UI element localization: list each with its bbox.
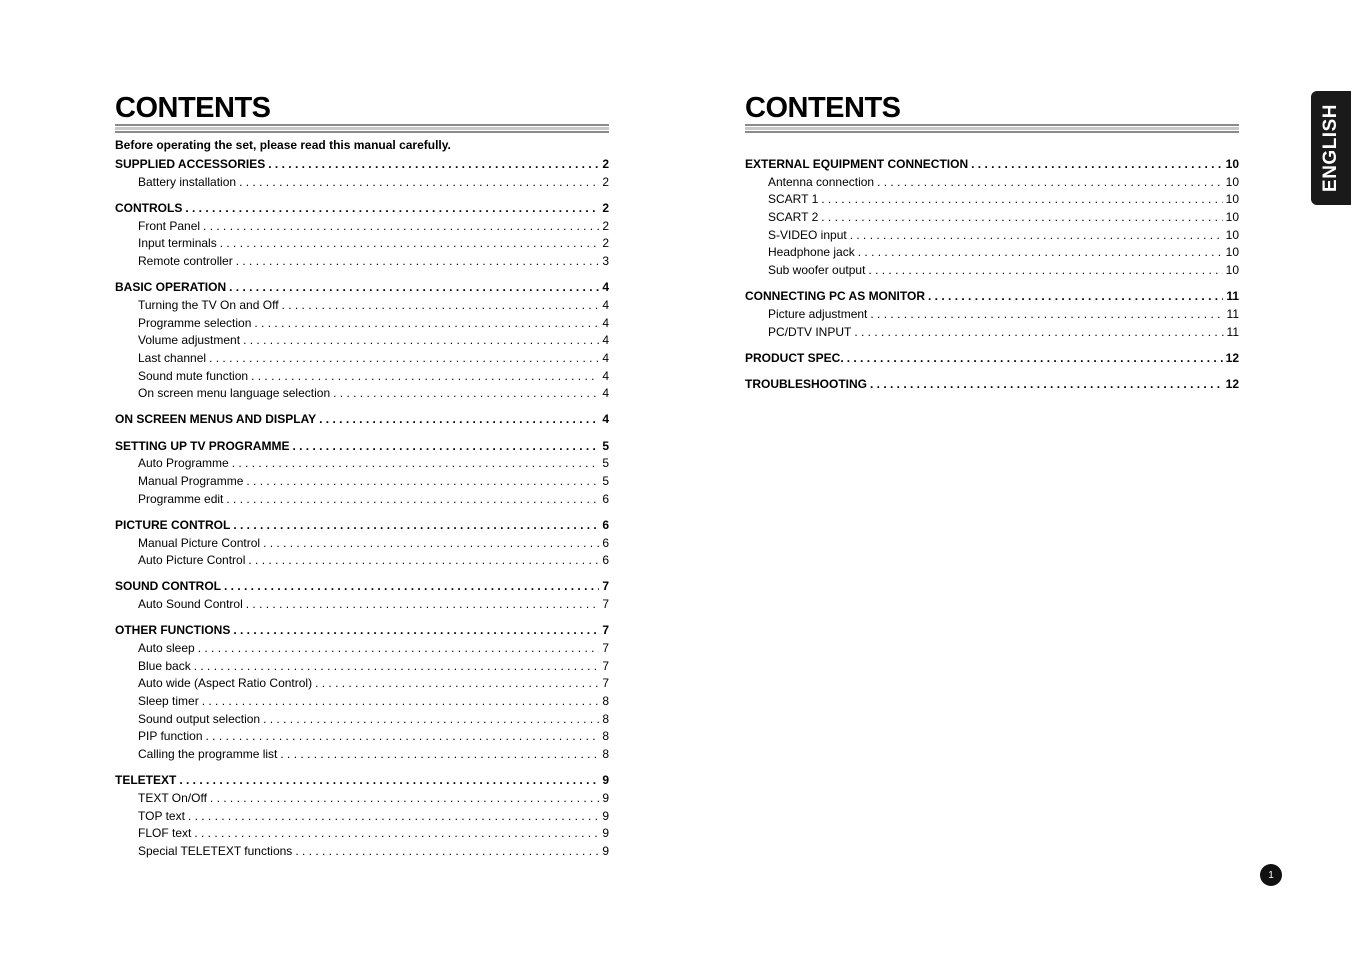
dot-leader <box>224 578 599 596</box>
dot-leader <box>850 227 1223 245</box>
toc-page-number: 4 <box>602 297 609 312</box>
toc-section <box>115 411 609 429</box>
toc-label: Input terminals <box>138 236 217 251</box>
dot-leader <box>248 552 599 570</box>
toc-page-number: 9 <box>602 773 609 788</box>
toc-entry <box>115 728 609 746</box>
dot-leader <box>263 535 599 553</box>
toc-entry <box>745 244 1239 262</box>
toc-page-number: 9 <box>602 826 609 841</box>
toc-section-heading <box>745 376 1239 394</box>
toc-label: Front Panel <box>138 218 201 233</box>
toc-page-number: 11 <box>1226 324 1239 339</box>
toc-page-number: 7 <box>602 597 609 612</box>
toc-entry <box>115 174 609 192</box>
toc-page-number: 8 <box>602 729 609 744</box>
toc-section-heading <box>115 411 609 429</box>
toc-section-heading <box>115 578 609 596</box>
toc-label: OTHER FUNCTIONS <box>115 623 231 638</box>
toc-page-number: 2 <box>602 218 609 233</box>
toc-entry <box>115 711 609 729</box>
dot-leader <box>268 156 599 174</box>
toc-label: PICTURE CONTROL <box>115 517 231 532</box>
right-page <box>745 92 1239 394</box>
toc-label: Auto Sound Control <box>138 597 243 612</box>
toc-page-number: 12 <box>1225 350 1239 365</box>
toc-section <box>115 438 609 509</box>
toc-entry <box>115 235 609 253</box>
toc-page-number: 7 <box>602 658 609 673</box>
toc-page-number: 6 <box>602 517 609 532</box>
toc-label: PIP function <box>138 729 203 744</box>
toc-page-number: 7 <box>602 579 609 594</box>
toc-page-number: 10 <box>1225 245 1239 260</box>
toc-label: ON SCREEN MENUS AND DISPLAY <box>115 412 317 427</box>
table-of-contents <box>745 156 1239 394</box>
toc-label: Antenna connection <box>768 174 875 189</box>
toc-label: FLOF text <box>138 826 192 841</box>
toc-label: TROUBLESHOOTING <box>745 377 867 392</box>
toc-page-number: 2 <box>602 174 609 189</box>
toc-label: TELETEXT <box>115 773 177 788</box>
toc-section <box>745 350 1239 368</box>
dot-leader <box>243 332 599 350</box>
toc-label: Manual Programme <box>138 474 244 488</box>
dot-leader <box>280 746 599 764</box>
dot-leader <box>194 825 599 843</box>
toc-entry <box>115 368 609 386</box>
toc-label: On screen menu language selection <box>138 386 331 401</box>
toc-label: CONTROLS <box>115 200 183 215</box>
toc-label: Auto Programme <box>138 456 229 471</box>
dot-leader <box>319 411 599 429</box>
dot-leader <box>254 315 599 333</box>
dot-leader <box>870 306 1223 324</box>
dot-leader <box>220 235 600 253</box>
toc-section <box>115 622 609 764</box>
toc-page-number: 9 <box>602 791 609 805</box>
toc-label: EXTERNAL EQUIPMENT CONNECTION <box>745 157 969 171</box>
toc-label: Calling the programme list <box>138 747 278 762</box>
page-number: 1 <box>1260 864 1282 886</box>
toc-label: TOP text <box>138 808 185 823</box>
toc-page-number: 6 <box>602 491 609 506</box>
dot-leader <box>233 517 599 535</box>
toc-page-number: 10 <box>1225 174 1239 189</box>
dot-leader <box>858 244 1223 262</box>
toc-page-number: 4 <box>602 386 609 401</box>
toc-entry <box>115 535 609 553</box>
toc-page-number: 5 <box>602 438 609 453</box>
toc-label: CONNECTING PC AS MONITOR <box>745 289 926 304</box>
toc-section <box>115 578 609 613</box>
dot-leader <box>868 262 1222 280</box>
toc-label: SUPPLIED ACCESSORIES <box>115 157 266 171</box>
toc-label: Picture adjustment <box>768 307 868 321</box>
dot-leader <box>870 376 1223 394</box>
toc-section-heading <box>745 350 1239 368</box>
toc-page-number: 5 <box>602 474 609 488</box>
toc-label: Headphone jack <box>768 245 855 260</box>
toc-label: Sound output selection <box>138 711 261 726</box>
toc-section-heading <box>745 288 1239 306</box>
dot-leader <box>239 174 599 192</box>
toc-section-heading <box>115 622 609 640</box>
toc-page-number: 8 <box>602 711 609 726</box>
toc-section-heading <box>115 517 609 535</box>
toc-label: Sleep timer <box>138 694 199 709</box>
toc-label: Sub woofer output <box>768 263 866 278</box>
page-title: CONTENTS <box>745 92 901 124</box>
dot-leader <box>232 455 600 473</box>
toc-page-number: 3 <box>602 253 609 268</box>
dot-leader <box>246 473 599 491</box>
toc-label: Auto wide (Aspect Ratio Control) <box>138 676 313 691</box>
toc-page-number: 11 <box>1226 307 1239 321</box>
toc-entry <box>115 552 609 570</box>
dot-leader <box>203 218 599 236</box>
left-page <box>115 92 609 861</box>
toc-entry <box>115 658 609 676</box>
toc-entry <box>745 174 1239 192</box>
table-of-contents <box>115 156 609 861</box>
toc-entry <box>115 746 609 764</box>
dot-leader <box>185 200 599 218</box>
toc-label: Battery installation <box>138 174 237 189</box>
dot-leader <box>821 209 1222 227</box>
title-rule <box>745 124 1239 134</box>
dot-leader <box>206 728 600 746</box>
language-label: ENGLISH <box>1320 104 1342 192</box>
toc-entry <box>115 693 609 711</box>
toc-entry <box>745 209 1239 227</box>
toc-page-number: 4 <box>602 350 609 365</box>
toc-section <box>745 156 1239 280</box>
toc-entry <box>115 808 609 826</box>
toc-entry <box>115 253 609 271</box>
toc-section-heading <box>115 438 609 456</box>
toc-entry <box>115 385 609 403</box>
toc-section-heading <box>115 772 609 790</box>
toc-section <box>745 376 1239 394</box>
dot-leader <box>928 288 1223 306</box>
toc-label: Auto Picture Control <box>138 553 246 568</box>
toc-section <box>115 279 609 403</box>
title-rule <box>115 124 609 134</box>
toc-entry <box>115 491 609 509</box>
toc-section-heading <box>745 156 1239 174</box>
toc-label: PRODUCT SPEC. <box>745 350 844 365</box>
language-tab <box>1311 91 1351 205</box>
toc-page-number: 9 <box>602 844 609 859</box>
dot-leader <box>226 491 599 509</box>
toc-entry <box>115 825 609 843</box>
toc-label: Programme edit <box>138 491 224 506</box>
toc-page-number: 11 <box>1226 289 1239 304</box>
toc-label: PC/DTV INPUT <box>768 324 852 339</box>
toc-page-number: 10 <box>1225 210 1239 225</box>
dot-leader <box>194 658 600 676</box>
toc-page-number: 8 <box>602 747 609 762</box>
toc-page-number: 12 <box>1225 377 1239 392</box>
toc-page-number: 2 <box>602 157 609 171</box>
dot-leader <box>292 438 599 456</box>
toc-entry <box>115 675 609 693</box>
toc-page-number: 7 <box>602 641 609 655</box>
dot-leader <box>236 253 600 271</box>
toc-entry <box>745 306 1239 324</box>
toc-entry <box>745 227 1239 245</box>
toc-page-number: 4 <box>602 412 609 427</box>
toc-label: TEXT On/Off <box>138 791 207 805</box>
toc-section-heading <box>115 279 609 297</box>
toc-label: Special TELETEXT functions <box>138 844 293 859</box>
toc-page-number: 7 <box>602 623 609 638</box>
toc-section <box>115 772 609 860</box>
toc-entry <box>115 596 609 614</box>
toc-entry <box>115 218 609 236</box>
toc-label: Volume adjustment <box>138 333 241 348</box>
toc-page-number: 10 <box>1225 157 1239 171</box>
toc-page-number: 10 <box>1225 263 1239 278</box>
dot-leader <box>233 622 599 640</box>
toc-section <box>115 517 609 570</box>
dot-leader <box>877 174 1223 192</box>
toc-page-number: 9 <box>602 808 609 823</box>
toc-label: SOUND CONTROL <box>115 579 221 594</box>
toc-entry <box>115 332 609 350</box>
toc-label: Last channel <box>138 350 207 365</box>
toc-page-number: 10 <box>1225 227 1239 242</box>
toc-page-number: 5 <box>602 456 609 471</box>
toc-label: S-VIDEO input <box>768 227 847 242</box>
toc-entry <box>745 191 1239 209</box>
toc-page-number: 6 <box>602 535 609 550</box>
toc-section <box>115 156 609 191</box>
page-title: CONTENTS <box>115 92 271 124</box>
toc-label: Blue back <box>138 658 191 673</box>
dot-leader <box>188 808 599 826</box>
toc-entry <box>115 843 609 861</box>
dot-leader <box>847 350 1223 368</box>
dot-leader <box>209 350 599 368</box>
toc-entry <box>115 350 609 368</box>
dot-leader <box>854 324 1223 342</box>
dot-leader <box>295 843 599 861</box>
toc-section-heading <box>115 156 609 174</box>
intro-text: Before operating the set, please read this manual carefully. <box>115 138 451 152</box>
toc-label: Sound mute function <box>138 368 249 383</box>
toc-entry <box>745 324 1239 342</box>
toc-label: SETTING UP TV PROGRAMME <box>115 438 290 453</box>
toc-label: Turning the TV On and Off <box>138 297 279 312</box>
dot-leader <box>246 596 600 614</box>
toc-page-number: 2 <box>602 200 609 215</box>
toc-label: Manual Picture Control <box>138 535 261 550</box>
toc-label: Programme selection <box>138 315 252 330</box>
toc-entry <box>115 297 609 315</box>
toc-page-number: 6 <box>602 553 609 568</box>
dot-leader <box>282 297 600 315</box>
dot-leader <box>179 772 599 790</box>
toc-page-number: 4 <box>602 333 609 348</box>
toc-page-number: 8 <box>602 694 609 709</box>
toc-section <box>115 200 609 271</box>
dot-leader <box>198 640 600 658</box>
toc-page-number: 10 <box>1225 192 1239 207</box>
toc-entry <box>115 455 609 473</box>
toc-entry <box>745 262 1239 280</box>
toc-page-number: 4 <box>602 280 609 295</box>
toc-section <box>745 288 1239 341</box>
toc-label: SCART 1 <box>768 192 819 207</box>
toc-page-number: 4 <box>602 368 609 383</box>
toc-label: BASIC OPERATION <box>115 280 227 295</box>
dot-leader <box>971 156 1223 174</box>
toc-entry <box>115 640 609 658</box>
dot-leader <box>210 790 599 808</box>
toc-label: Auto sleep <box>138 641 195 655</box>
dot-leader <box>315 675 599 693</box>
dot-leader <box>821 191 1222 209</box>
dot-leader <box>263 711 599 729</box>
dot-leader <box>251 368 599 386</box>
toc-entry <box>115 790 609 808</box>
dot-leader <box>202 693 600 711</box>
toc-label: SCART 2 <box>768 210 819 225</box>
toc-page-number: 4 <box>602 315 609 330</box>
toc-entry <box>115 315 609 333</box>
dot-leader <box>229 279 599 297</box>
toc-page-number: 2 <box>602 236 609 251</box>
toc-section-heading <box>115 200 609 218</box>
toc-label: Remote controller <box>138 253 233 268</box>
toc-page-number: 7 <box>602 676 609 691</box>
dot-leader <box>333 385 599 403</box>
toc-entry <box>115 473 609 491</box>
